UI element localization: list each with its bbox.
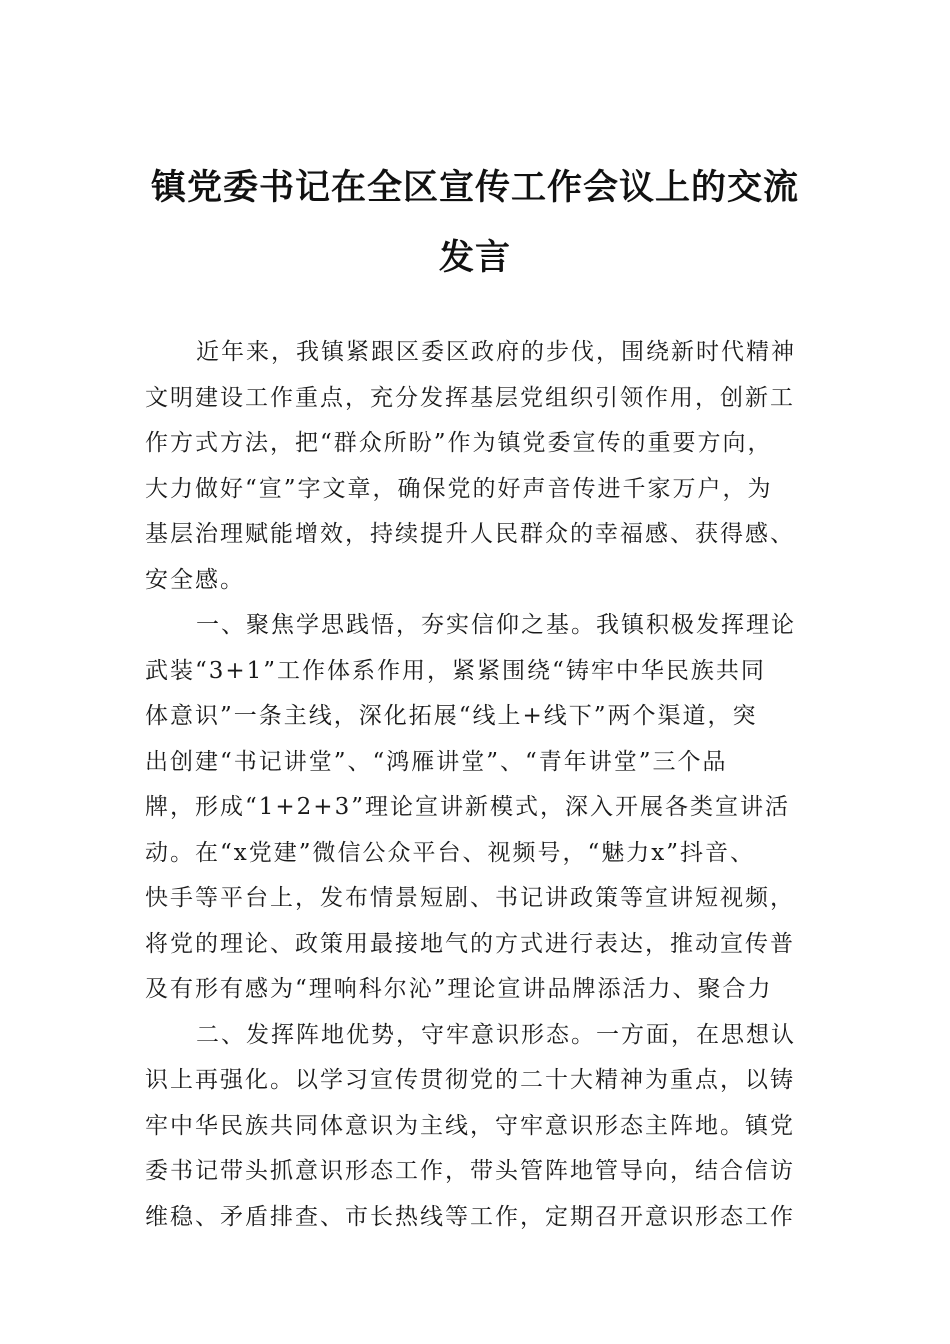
paragraph-intro-line: 近年来，我镇紧跟区委区政府的步伐，围绕新时代精神 bbox=[196, 339, 796, 365]
paragraph-section-1-line: 牌，形成“1+2+3”理论宣讲新模式，深入开展各类宣讲活 bbox=[145, 794, 790, 820]
paragraph-section-1-line: 及有形有感为“理响科尔沁”理论宣讲品牌添活力、聚合力 bbox=[145, 976, 773, 1002]
paragraph-section-1-line: 动。在“x党建”微信公众平台、视频号，“魅力x”抖音、 bbox=[145, 839, 755, 866]
paragraph-section-1-line: 武装“3+1”工作体系作用，紧紧围绕“铸牢中华民族共同 bbox=[145, 657, 766, 684]
paragraph-section-2-line: 二、发挥阵地优势，守牢意识形态。一方面，在思想认 bbox=[196, 1021, 796, 1048]
paragraph-section-2-line: 牢中华民族共同体意识为主线，守牢意识形态主阵地。镇党 bbox=[145, 1112, 795, 1139]
paragraph-intro-line: 基层治理赋能增效，持续提升人民群众的幸福感、获得感、 bbox=[145, 521, 795, 547]
paragraph-section-1-line: 快手等平台上，发布情景短剧、书记讲政策等宣讲短视频， bbox=[145, 885, 795, 911]
paragraph-section-2-line: 维稳、矛盾排查、市长热线等工作，定期召开意识形态工作 bbox=[145, 1203, 795, 1230]
paragraph-intro-line: 作方式方法，把“群众所盼”作为镇党委宣传的重要方向， bbox=[145, 430, 773, 456]
paragraph-intro-line: 大力做好“宣”字文章，确保党的好声音传进千家万户，为 bbox=[145, 475, 773, 502]
paragraph-intro-line: 安全感。 bbox=[145, 566, 245, 593]
paragraph-section-1-line: 出创建“书记讲堂”、“鸿雁讲堂”、“青年讲堂”三个品 bbox=[145, 748, 728, 775]
paragraph-section-1-line: 一、聚焦学思践悟，夯实信仰之基。我镇积极发挥理论 bbox=[196, 612, 796, 638]
document-body bbox=[145, 330, 810, 1240]
document-title-line-2: 发言 bbox=[438, 237, 511, 278]
document-title-line-1: 镇党委书记在全区宣传工作会议上的交流 bbox=[150, 167, 799, 208]
paragraph-section-1-line: 将党的理论、政策用最接地气的方式进行表达，推动宣传普 bbox=[145, 930, 795, 957]
paragraph-intro-line: 文明建设工作重点，充分发挥基层党组织引领作用，创新工 bbox=[145, 384, 795, 411]
paragraph-section-2-line: 识上再强化。以学习宣传贯彻党的二十大精神为重点，以铸 bbox=[145, 1067, 795, 1093]
paragraph-section-1-line: 体意识”一条主线，深化拓展“线上+线下”两个渠道，突 bbox=[145, 703, 758, 729]
paragraph-section-2-line: 委书记带头抓意识形态工作，带头管阵地管导向，结合信访 bbox=[145, 1158, 795, 1184]
